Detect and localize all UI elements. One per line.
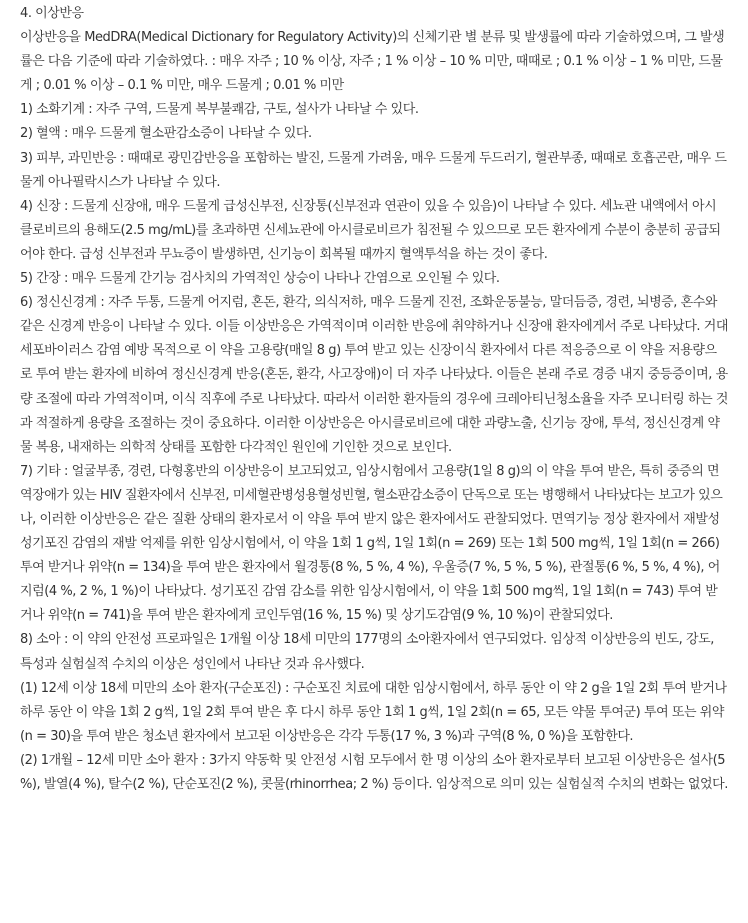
- item-kidney: 4) 신장 : 드물게 신장애, 매우 드물게 급성신부전, 신장통(신부전과 연관이 있을 수 있음)이 나타날 수 있다. 세뇨관 내액에서 아시클로비르의 용해도(2.5 mg/mL)를 초과하면 신세뇨관에 아시클로비르가 침전될 수 있으므로 모든 환자에게 수분이 충분히 공급되어야 한다. 급성 신부전과 무뇨증이 발생하면, 신기능이 회복될 때까지 혈액투석을 하는 것이 좋다.: [20, 198, 721, 262]
- item-liver: 5) 간장 : 매우 드물게 간기능 검사치의 가역적인 상승이 나타나 간염으로 오인될 수 있다.: [20, 271, 500, 287]
- section-title: 4. 이상반응: [20, 6, 84, 21]
- item-pediatric-1m-12: (2) 1개월 – 12세 미만 소아 환자 : 3가지 약동학 및 안전성 시험 모두에서 한 명 이상의 소아 환자로부터 보고된 이상반응은 설사(5 %), 발열(4 %), 탈수(2 %), 단순포진(2 %), 콧물(rhinorrhea; 2 %) 등이다. 임상적으로 의미 있는 실험실적 수치의 변화는 없었다.: [20, 752, 728, 792]
- item-pediatric: 8) 소아 : 이 약의 안전성 프로파일은 1개월 이상 18세 미만의 177명의 소아환자에서 연구되었다. 임상적 이상반응의 빈도, 강도, 특성과 실험실적 수치의 이상은 성인에서 나타난 것과 유사했다.: [20, 632, 714, 672]
- item-pediatric-12-18: (1) 12세 이상 18세 미만의 소아 환자(구순포진) : 구순포진 치료에 대한 임상시험에서, 하루 동안 이 약 2 g을 1일 2회 투여 받거나 하루 동안 이 약을 1회 2 g씩, 1일 2회 투여 받은 후 다시 하루 동안 1회 1 g씩, 1일 2회(n = 65, 모든 약물 투여군) 투여 또는 위약(n = 30)을 투여 받은 청소년 환자에서 보고된 이상반응은 각각 두통(17 %, 3 %)과 구역(8 %, 0 %)을 포함한다.: [20, 680, 727, 744]
- item-digestive: 1) 소화기계 : 자주 구역, 드물게 복부불쾌감, 구토, 설사가 나타날 수 있다.: [20, 102, 419, 118]
- section-intro: 이상반응을 MedDRA(Medical Dictionary for Regulatory Activity)의 신체기관 별 분류 및 발생률에 따라 기술하였으며, 그 발생률은 다음 기준에 따라 기술하였다. : 매우 자주 ; 10 % 이상, 자주 ; 1 % 이상 – 10 % 미만, 때때로 ; 0.1 % 이상 – 1 % 미만, 드물게 ; 0.01 % 이상 – 0.1 % 미만, 매우 드물게 ; 0.01 % 미만: [20, 30, 725, 94]
- item-other: 7) 기타 : 얼굴부종, 경련, 다형홍반의 이상반응이 보고되었고, 임상시험에서 고용량(1일 8 g)의 이 약을 투여 받은, 특히 중증의 면역장애가 있는 HIV 질환자에서 신부전, 미세혈관병성용혈성빈혈, 혈소판감소증이 단독으로 또는 병행해서 나타났다는 보고가 있으나, 이러한 이상반응은 같은 질환 상태의 환자로서 이 약을 투여 받지 않은 환자에서도 관찰되었다. 면역기능 정상 환자에서 재발성 성기포진 감염의 재발 억제를 위한 임상시험에서, 이 약을 1회 1 g씩, 1일 1회(n = 269) 또는 1회 500 mg씩, 1일 1회(n = 266) 투여 받거나 위약(n = 134)을 투여 받은 환자에서 월경통(8 %, 5 %, 4 %), 우울증(7 %, 5 %, 5 %), 관절통(6 %, 5 %, 4 %), 어지럼(4 %, 2 %, 1 %)이 나타났다. 성기포진 감염 감소를 위한 임상시험에서, 이 약을 1회 500 mg씩, 1일 1회(n = 743) 투여 받거나 위약(n = 741)을 투여 받은 환자에게 코인두염(16 %, 15 %) 및 상기도감염(9 %, 10 %)이 관찰되었다.: [20, 463, 723, 624]
- item-neuropsychiatric: 6) 정신신경계 : 자주 두통, 드물게 어지럼, 혼돈, 환각, 의식저하, 매우 드물게 진전, 조화운동불능, 말더듬증, 경련, 뇌병증, 혼수와 같은 신경계 반응이 나타날 수 있다. 이들 이상반응은 가역적이며 이러한 반응에 취약하거나 신장애 환자에게서 주로 나타났다. 거대세포바이러스 감염 예방 목적으로 이 약을 고용량(매일 8 g) 투여 받고 있는 신장이식 환자에서 다른 적응증으로 이 약을 저용량으로 투여 받는 환자에 비하여 정신신경계 반응(혼돈, 환각, 사고장애)이 더 자주 나타났다. 이들은 본래 주로 경증 내지 중등증이며, 용량 조절에 따라 가역적이며, 이식 직후에 주로 나타났다. 따라서 이러한 환자들의 경우에 크레아티닌청소율을 자주 모니터링 하는 것과 적절하게 용량을 조절하는 것이 중요하다. 이러한 이상반응은 아시클로비르에 대한 과량노출, 신기능 장애, 투석, 정신신경계 약물 복용, 내재하는 의학적 상태를 포함한 다각적인 원인에 기인한 것으로 보인다.: [20, 295, 729, 455]
- item-blood: 2) 혈액 : 매우 드물게 혈소판감소증이 나타날 수 있다.: [20, 126, 312, 142]
- item-skin-hypersensitivity: 3) 피부, 과민반응 : 때때로 광민감반응을 포함하는 발진, 드물게 가려움, 매우 드물게 두드러기, 혈관부종, 때때로 호흡곤란, 매우 드물게 아나필락시스가 나타날 수 있다.: [20, 150, 727, 190]
